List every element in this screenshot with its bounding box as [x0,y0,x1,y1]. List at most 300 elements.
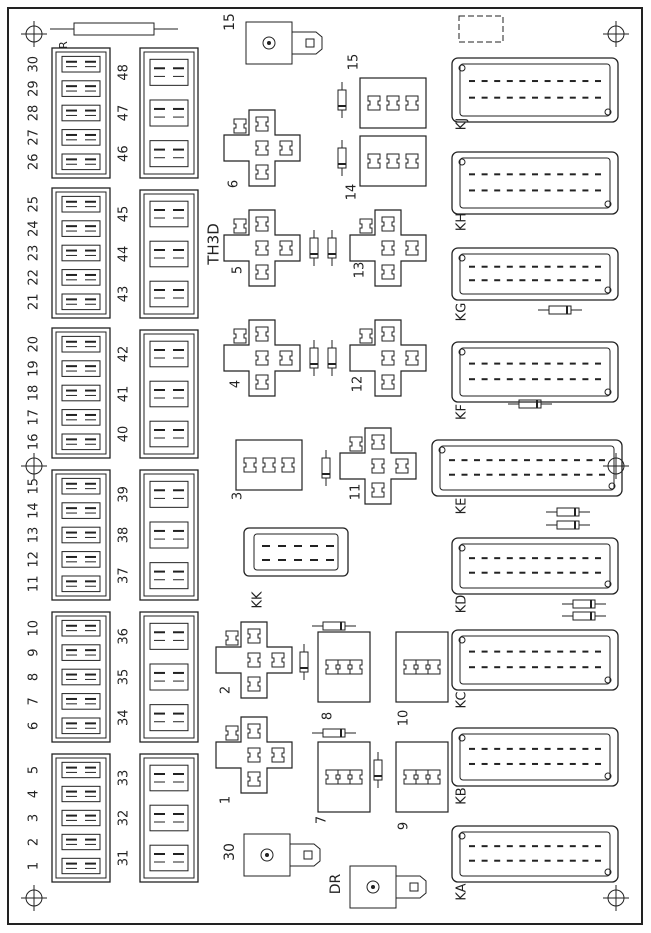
fuse-slot [62,221,100,237]
resistor-r [50,23,178,49]
fuse-slot [150,100,188,126]
fuse-slot-outline [62,478,100,494]
connector-outer [452,342,618,402]
tab-hole-center [267,41,271,45]
fuse-slot-outline [150,623,188,649]
relay-pin [256,351,268,365]
fuse-block-frame [52,188,110,318]
fuse-slot-outline [62,527,100,543]
connector-outer [452,630,618,690]
fuse-slot [62,270,100,286]
relay-socket-outline [396,632,448,702]
connector-ka [452,826,618,882]
relay-socket-3 [236,440,302,490]
diode [562,612,606,620]
fuse-number-label: 5 [26,765,42,775]
fuse-number-label: 24 [26,220,42,237]
relay-pin [372,435,384,449]
relay-pin [256,327,268,341]
fuse-slot-outline [150,341,188,367]
relay-pin [382,265,394,279]
diode [322,450,330,486]
relay-pin [387,154,399,168]
fuse-number-label: 10 [26,619,42,637]
fuse-number-label: 20 [26,335,42,353]
relay-pin [396,459,408,473]
fuse-block-frame [140,612,198,742]
mounting-hole-mark [21,21,47,47]
fuse-number-label: 36 [116,628,132,645]
relay-pin [280,351,292,365]
relay-pin [382,241,394,255]
fuse-block-left [52,754,110,882]
connector-outer [452,58,618,122]
label-placeholder-box [459,16,503,42]
diode [328,230,336,266]
fuse-block-inner [144,758,194,878]
fuse-number-label: 30 [26,55,42,73]
fuse-slot [62,196,100,212]
relay-socket-10 [396,632,448,702]
relay-pin [226,726,238,740]
fuse-slot [62,527,100,543]
tab-hole-center [265,853,269,857]
fuse-block-inner [56,332,106,454]
relay-number-label: 8 [320,711,336,721]
relay-socket-outline [396,742,448,812]
fuse-number-label: 8 [26,672,42,682]
fuse-block-frame [140,48,198,178]
relay-socket-7 [318,742,370,812]
diode [546,508,590,516]
fuse-block-right [140,612,198,742]
connector-label: KJ [454,117,470,131]
relay-socket-outline [318,632,370,702]
fuse-number-label: 12 [26,551,42,568]
fuse-slot [62,361,100,377]
relay-pin [387,96,399,110]
relay-pin [416,770,428,784]
relay-number-label: 4 [228,379,244,389]
relay-pin [406,351,418,365]
relay-pin [326,770,338,784]
fuse-slot-outline [150,241,188,267]
fuse-slot [62,478,100,494]
fuse-number-label: 44 [116,245,132,263]
connector-label: KF [454,403,470,421]
fuse-slot-outline [150,59,188,85]
connector-kd [452,538,618,594]
connector-inner [460,832,610,876]
relay-number-label: 13 [352,261,368,279]
fuse-block-right [140,470,198,600]
fuse-slot-outline [62,620,100,636]
fuse-slot [62,810,100,825]
fuse-block-left [52,188,110,318]
relay-number-label: 1 [218,795,234,805]
fuse-number-label: 6 [26,721,42,730]
fuse-block-frame [52,48,110,178]
fuse-slot [62,858,100,873]
relay-pin [256,117,268,131]
fuse-slot [62,762,100,777]
fuse-slot [150,481,188,507]
fuse-slot [62,105,100,121]
connector-inner [460,254,610,294]
relay-socket-outline [216,717,292,793]
fuse-slot [62,718,100,734]
mounting-hole-mark [603,885,629,911]
tab-blade [290,844,320,866]
relay-pin [428,770,440,784]
tab-label: DR [328,873,344,895]
fuse-block-left [52,48,110,178]
connector-inner [254,534,338,570]
fuse-slot [62,552,100,568]
relay-pin [368,96,380,110]
diode [562,600,606,608]
fuse-block-right [140,754,198,882]
fuse-slot [62,645,100,661]
relay-pin [382,217,394,231]
relay-number-label: 11 [348,483,364,501]
diode [312,622,356,630]
relay-pin [256,241,268,255]
fuse-slot-outline [150,522,188,548]
fuse-block-frame [140,470,198,600]
relay-socket-outline [318,742,370,812]
fuse-slot [150,522,188,548]
fuse-slot-outline [62,294,100,310]
relay-pin [406,241,418,255]
fuse-slot-outline [62,56,100,72]
tab-terminal-30 [244,834,320,876]
fuse-slot [150,421,188,447]
relay-pin [248,748,260,762]
relay-pin [248,677,260,691]
fuse-block-left [52,328,110,458]
connector-label: KG [454,302,470,322]
tab-blade-hole [306,39,314,47]
fuse-number-label: 22 [26,269,42,286]
fuse-slot-outline [150,481,188,507]
connector-inner [460,636,610,684]
diode [310,230,318,266]
fuse-slot-outline [62,196,100,212]
relay-pin [234,329,246,343]
tab-terminal-15 [246,22,322,64]
diode [338,140,346,176]
fuse-block-frame [52,328,110,458]
relay-pin [272,653,284,667]
connector-kj [452,58,618,122]
fuse-block-frame [140,330,198,458]
fuse-block-right [140,330,198,458]
fuse-slot-outline [62,361,100,377]
fuse-slot-outline [62,81,100,97]
diode [312,729,356,737]
fuse-slot [62,503,100,519]
connector-outer [452,538,618,594]
fuse-block-inner [56,474,106,596]
fuse-slot-outline [62,221,100,237]
kk-label: KK [250,591,266,609]
fuse-slot-outline [150,805,188,831]
fuse-slot-outline [150,100,188,126]
fuse-slot [150,664,188,690]
fuse-number-label: 48 [116,64,132,81]
fuse-slot [150,341,188,367]
connector-outer [452,826,618,882]
fuse-number-label: 33 [116,769,132,787]
diode [546,521,590,529]
fuse-slot [62,81,100,97]
fuse-block-left [52,470,110,600]
fuse-number-label: 31 [116,849,132,867]
handwritten-annotation: TH3D [204,223,223,265]
fuse-number-label: 25 [26,195,42,213]
fuse-slot-outline [62,786,100,801]
fuse-slot [62,694,100,710]
mounting-hole-mark [21,885,47,911]
relay-pin [404,660,416,674]
fuse-slot [150,141,188,167]
fuse-number-label: 45 [116,205,132,223]
fuse-slot [62,245,100,261]
fuse-number-label: 40 [116,425,132,443]
fuse-number-label: 7 [26,697,42,706]
connector-inner [440,446,614,490]
fuse-slot-outline [150,845,188,871]
fuse-number-label: 29 [26,80,42,97]
relay-number-label: 14 [344,183,360,201]
fuse-slot-outline [62,552,100,568]
fuse-block-inner [144,194,194,314]
connector-inner [460,734,610,780]
fuse-block-inner [56,52,106,174]
diode [310,340,318,376]
fuse-slot [62,294,100,310]
fuse-slot-outline [150,141,188,167]
fuse-slot [150,201,188,227]
fuse-number-label: 9 [26,648,42,657]
relay-pin [256,141,268,155]
fuse-slot-outline [62,810,100,825]
fuse-number-label: 21 [26,293,42,311]
fuse-block-left [52,612,110,742]
fuse-block-inner [144,52,194,174]
connector-inner [460,348,610,396]
connector-inner [460,158,610,208]
relay-socket-1 [216,717,292,793]
relay-pin [372,483,384,497]
fuse-block-inner [144,474,194,596]
fuse-slot-outline [62,645,100,661]
relay-pin [256,217,268,231]
connector-outer [432,440,622,496]
relay-pin [256,165,268,179]
fuse-slot-outline [150,381,188,407]
fuse-slot-outline [62,858,100,873]
tab-blade-hole [410,883,418,891]
relay-pin [404,770,416,784]
fuse-number-label: 47 [116,104,132,122]
relay-pin [234,119,246,133]
relay-pin [360,219,372,233]
fuse-number-label: 23 [26,244,42,262]
fuse-slot-outline [62,105,100,121]
fuse-slot [150,623,188,649]
relay-number-label: 2 [218,685,234,695]
fuse-slot-outline [150,705,188,731]
relay-pin [226,631,238,645]
fuse-block-inner [56,192,106,314]
relay-pin [406,96,418,110]
relay-number-label: 6 [226,179,242,189]
relay-pin [263,458,275,472]
relay-pin [338,660,350,674]
tab-hole-center [371,885,375,889]
diode [300,644,308,680]
connector-inner [460,544,610,588]
fuse-slot-outline [62,130,100,146]
fuse-slot [150,381,188,407]
fuse-slot-outline [150,664,188,690]
relay-pin [382,375,394,389]
fuse-number-label: 3 [26,813,42,823]
connector-outer [244,528,348,576]
relay-socket-8 [318,632,370,702]
fuse-slot-outline [62,669,100,685]
relay-pin [382,327,394,341]
fuse-slot-outline [62,336,100,352]
fuse-slot-outline [62,694,100,710]
fuse-slot [150,845,188,871]
fuse-slot-outline [150,421,188,447]
relay-pin [368,154,380,168]
relay-number-label: 3 [230,491,246,501]
fuse-slot-outline [150,201,188,227]
fuse-number-label: 14 [26,502,42,519]
fuse-slot [150,241,188,267]
fuse-slot [62,576,100,592]
fuse-slot-outline [62,762,100,777]
resistor-label: R [57,41,70,49]
fuse-slot [62,620,100,636]
relay-pin [350,770,362,784]
fuse-block-inner [56,758,106,878]
fuse-number-label: 34 [116,709,132,726]
relay-socket-9 [396,742,448,812]
fuse-number-label: 11 [26,575,42,593]
fuse-number-label: 18 [26,384,42,402]
relay-number-label: 9 [396,821,412,831]
connector-outer [452,248,618,300]
fuse-slot-outline [62,718,100,734]
relay-socket-14 [360,136,426,186]
fuse-slot-outline [62,385,100,401]
fuse-slot-outline [62,154,100,170]
fuse-block-frame [52,612,110,742]
fuse-slot-outline [62,410,100,426]
mounting-hole-mark [603,21,629,47]
connector-label: KA [454,883,470,901]
fuse-block-frame [140,190,198,318]
fuse-number-label: 15 [26,477,42,495]
relay-pin [372,459,384,473]
fuse-slot-outline [62,434,100,450]
fuse-block-frame [52,470,110,600]
relay-socket-15 [360,78,426,128]
connector-kk [244,528,348,576]
connector-ke [432,440,622,496]
fuse-number-label: 46 [116,145,132,162]
fuse-slot [62,834,100,849]
fuse-slot-outline [62,245,100,261]
fuse-slot [150,705,188,731]
fuse-number-label: 17 [26,409,42,426]
diode [508,400,552,408]
fuse-number-label: 38 [116,526,132,544]
fuse-block-inner [144,334,194,454]
relay-pin [256,375,268,389]
fuse-block-right [140,190,198,318]
fuse-slot [62,56,100,72]
diode [338,82,346,118]
mounting-hole-mark [21,453,47,479]
fuse-number-label: 28 [26,104,42,122]
relay-pin [248,772,260,786]
diode [538,306,582,314]
fuse-slot [150,805,188,831]
fuse-number-label: 27 [26,129,42,146]
connector-kb [452,728,618,786]
diode [374,752,382,788]
fuse-number-label: 13 [26,526,42,544]
fuse-block-frame [140,754,198,882]
fuse-slot [150,59,188,85]
fuse-slot-outline [150,765,188,791]
diode [328,340,336,376]
fuse-number-label: 37 [116,567,132,584]
fuse-slot-outline [62,576,100,592]
fuse-number-label: 42 [116,345,132,363]
relay-pin [416,660,428,674]
fuse-slot [62,669,100,685]
tab-label: 30 [222,843,238,861]
fuse-block-frame [52,754,110,882]
relay-pin [382,351,394,365]
resistor-body [74,23,154,35]
relay-socket-outline [224,110,300,189]
connector-label: KE [454,497,470,515]
relay-pin [256,265,268,279]
relay-number-label: 15 [346,53,362,71]
fuse-block-right [140,48,198,178]
connector-kh [452,152,618,214]
relay-pin [244,458,256,472]
fuse-number-label: 35 [116,668,132,686]
relay-pin [406,154,418,168]
fuse-slot [62,336,100,352]
tab-terminal-dr [350,866,426,908]
tab-blade-hole [304,851,312,859]
relay-pin [350,660,362,674]
relay-number-label: 10 [396,709,412,727]
relay-pin [338,770,350,784]
fuse-slot [62,385,100,401]
fuse-block-inner [56,616,106,738]
